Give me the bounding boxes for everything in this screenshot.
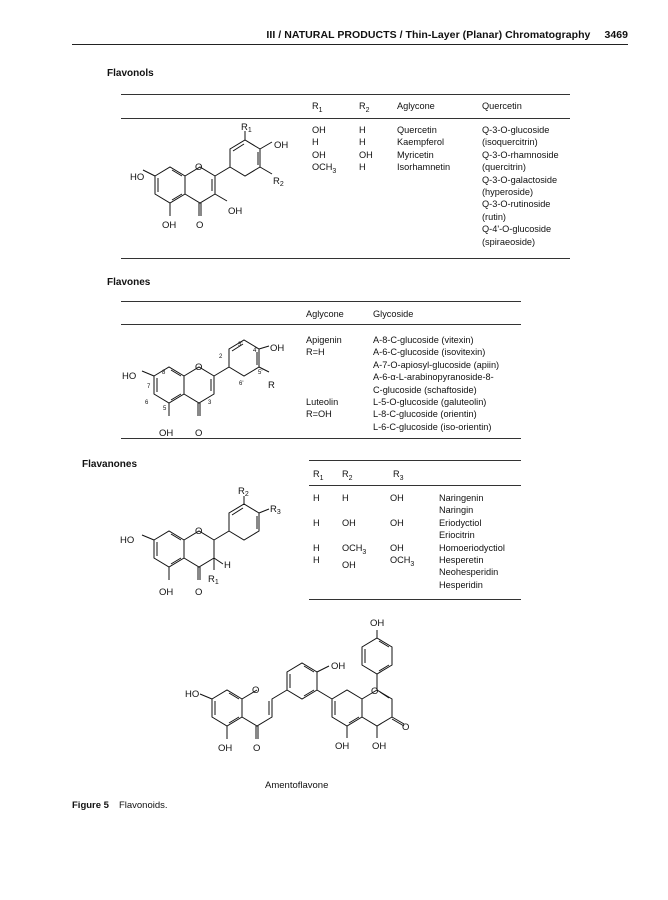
ring-oxygen-label: O [195, 526, 203, 537]
flavonols-quercetin-list [482, 124, 559, 248]
carbonyl-oxygen-label: O [195, 428, 203, 438]
running-title: III / NATURAL PRODUCTS / Thin-Layer (Planar) Chromatography [266, 29, 591, 41]
header-rule [72, 44, 628, 45]
oh-label: OH [372, 741, 387, 752]
cell: OH [312, 149, 326, 160]
cell: (isoquercitrin) [482, 137, 538, 148]
cell: A-7-O-apiosyl-glucoside (apiin) [373, 359, 500, 370]
flavones-rule-top [121, 301, 521, 302]
flavanones-r3-list [390, 492, 414, 571]
cell: Naringenin [439, 493, 484, 503]
cell: R=OH [306, 409, 332, 420]
flavones-aglycone-list [306, 334, 342, 421]
flavonols-col-aglycone: Aglycone [397, 101, 435, 111]
oh-label: OH [274, 140, 289, 151]
cell: L-8-C-glucoside (orientin) [373, 409, 477, 420]
flavanones-heading: Flavanones [82, 459, 138, 470]
cell: L-5-O-glucoside (galuteolin) [373, 397, 487, 408]
carbonyl-oxygen-label: O [402, 722, 410, 733]
cell: (spiraeoside) [482, 236, 536, 247]
flavones-col-glycoside: Glycoside [373, 309, 414, 319]
cell: OH [359, 149, 373, 160]
oh-label: OH [270, 343, 285, 354]
flavonols-rule-top [121, 94, 570, 95]
flavonols-col-r2: $R_2$ [359, 101, 370, 114]
amentoflavone-name: Amentoflavone [265, 780, 329, 791]
oh-label: OH [331, 661, 346, 672]
position-label: 6 [145, 400, 149, 406]
flavones-rule-mid [121, 324, 521, 325]
ring-oxygen-label: O [195, 162, 203, 173]
ho-label: HO [122, 371, 137, 382]
cell: OH [312, 125, 326, 135]
figure-caption [72, 800, 168, 811]
cell: (quercitrin) [482, 162, 526, 173]
ho-label: HO [185, 689, 200, 700]
flavanones-col-r3: $R_3$ [393, 469, 404, 482]
cell: $OCH_3$ [342, 542, 367, 556]
cell: H [313, 542, 320, 553]
flavanones-rule-mid [309, 485, 521, 486]
flavanones-col-r1: $R_1$ [313, 469, 324, 482]
r3-label: $R_3$ [270, 504, 281, 516]
cell: Neohesperidin [439, 567, 499, 578]
r1-label: $R_1$ [241, 122, 252, 134]
flavonols-col-r1: $R_1$ [312, 101, 323, 114]
oh-label: OH [370, 618, 385, 629]
cell: H [359, 162, 366, 173]
cell: Q-3-O-rutinoside [482, 199, 551, 210]
cell: H [313, 517, 320, 528]
cell: A-6-α-L-arabinopyranoside-8- [373, 372, 494, 383]
flavonols-col-quercetin: Quercetin [482, 101, 522, 111]
cell: Q-3-O-glucoside [482, 125, 550, 135]
cell: Kaempferol [397, 137, 444, 148]
page-number: 3469 [604, 29, 628, 41]
flavonols-rule-bottom [121, 258, 570, 259]
cell: Myricetin [397, 149, 434, 160]
cell: OH [390, 517, 404, 528]
cell: Quercetin [397, 125, 437, 135]
position-label: 7 [147, 384, 151, 390]
cell: Eriocitrin [439, 530, 475, 541]
carbonyl-oxygen-label: O [196, 220, 204, 231]
cell: OH [390, 542, 404, 553]
cell: H [342, 493, 349, 503]
oh-label: OH [162, 220, 177, 231]
cell: Naringin [439, 505, 474, 516]
position-label: 5 [163, 406, 167, 412]
position-label: 8 [162, 370, 166, 376]
flavonols-r2-list [359, 124, 373, 174]
cell: Q-3-O-galactoside [482, 174, 558, 185]
cell: H [359, 125, 366, 135]
flavanones-name-list [439, 492, 505, 591]
cell: Q-4'-O-glucoside [482, 224, 552, 235]
flavones-col-aglycone: Aglycone [306, 309, 344, 319]
position-label: 3' [238, 342, 243, 348]
ring-oxygen-label: O [252, 685, 260, 696]
cell: Q-3-O-rhamnoside [482, 149, 559, 160]
flavonols-r1-list [312, 124, 336, 178]
running-header [266, 29, 628, 41]
cell: C-glucoside (schaftoside) [373, 384, 477, 395]
carbonyl-oxygen-label: O [253, 743, 261, 754]
flavonols-aglycone-list [397, 124, 450, 174]
cell: $OCH_3$ [390, 555, 415, 568]
cell: H [359, 137, 366, 148]
amentoflavone-structure [185, 606, 445, 792]
cell: H [312, 137, 319, 148]
position-label: 6' [239, 381, 244, 387]
cell: Luteolin [306, 396, 339, 407]
ho-label: HO [130, 172, 145, 183]
oh-label: OH [335, 741, 350, 752]
flavanone-structure [112, 484, 292, 602]
flavanones-rule-bottom [309, 599, 521, 600]
oh-label: OH [228, 206, 243, 217]
cell: OH [342, 517, 356, 528]
cell: A-6-C-glucoside (isovitexin) [373, 347, 486, 358]
position-label: 3 [208, 400, 212, 406]
cell: OH [390, 493, 404, 503]
cell: Hesperetin [439, 555, 484, 566]
cell: R=H [306, 347, 325, 358]
cell: Eriodyctiol [439, 517, 482, 528]
r2-label: $R_2$ [273, 176, 284, 188]
r1-label: $R_1$ [208, 574, 219, 586]
position-label: 2 [219, 354, 223, 360]
carbonyl-oxygen-label: O [195, 587, 203, 598]
flavanones-rule-top [309, 460, 521, 461]
cell: H [313, 493, 320, 503]
oh-label: OH [159, 428, 174, 438]
figure-label: Figure 5 [72, 800, 109, 811]
position-label: 5' [258, 370, 263, 376]
cell: Hesperidin [439, 579, 483, 590]
cell: Homoeriodyctiol [439, 542, 505, 553]
cell: L-6-C-glucoside (iso-orientin) [373, 421, 492, 432]
cell: H [313, 555, 320, 566]
r-label: R [268, 380, 275, 391]
position-label: 4' [253, 348, 258, 354]
flavanones-r1-list [313, 492, 320, 566]
r2-label: $R_2$ [238, 486, 249, 498]
ring-oxygen-label: O [195, 362, 203, 373]
cell: (hyperoside) [482, 187, 534, 198]
cell: OH [342, 559, 356, 570]
cell: Isorhamnetin [397, 162, 451, 173]
h-label: H [224, 560, 231, 571]
flavones-rule-bottom [121, 438, 521, 439]
oh-label: OH [159, 587, 174, 598]
oh-label: OH [218, 743, 233, 754]
flavonol-structure [110, 118, 310, 246]
flavones-heading: Flavones [107, 277, 151, 288]
ho-label: HO [120, 535, 135, 546]
cell: A-8-C-glucoside (vitexin) [373, 335, 474, 345]
flavone-structure [112, 334, 297, 438]
cell: (rutin) [482, 211, 506, 222]
flavones-glycoside-list [373, 334, 499, 433]
figure-caption-text: Flavonoids. [118, 800, 168, 811]
flavanones-col-r2: $R_2$ [342, 469, 353, 482]
cell: $OCH_3$ [312, 162, 337, 176]
ring-oxygen-label: O [371, 686, 379, 697]
flavonols-heading: Flavonols [107, 68, 154, 79]
flavanones-r2-list [342, 492, 366, 571]
cell: Apigenin [306, 335, 342, 345]
